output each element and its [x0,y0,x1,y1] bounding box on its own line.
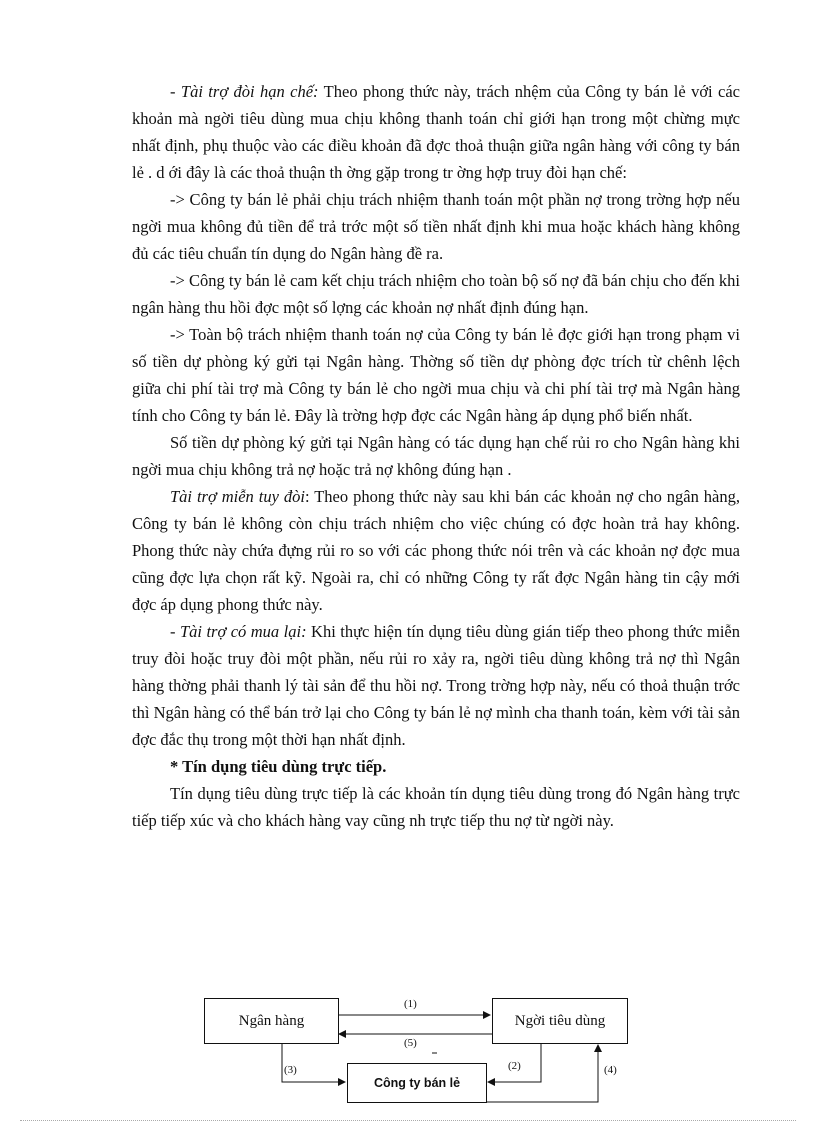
paragraph-text: Theo phong thức này, trách nhệm của Công ty bán lẻ với các khoản mà ngời tiêu dùng mua chịu không thanh toán chỉ giới hạn trong một chừng mực nhất định, phụ thuộc vào các điều khoản đã đợc thoả thuận giữa ngân hàng với công ty bán lẻ . d ới đây là các thoả thuận th ờng gặp trong tr ờng hợp truy đòi hạn chế: [132,82,741,182]
page-bottom-rule [20,1120,796,1121]
section-heading: * Tín dụng tiêu dùng trực tiếp. [170,757,387,776]
paragraph-lead: - Tài trợ có mua lại: [170,622,307,641]
label-4: (4) [604,1064,617,1076]
label-1: (1) [404,998,417,1010]
paragraph-text: Khi thực hiện tín dụng tiêu dùng gián tiếp theo phong thức miễn truy đòi hoặc truy đòi một phần, nếu rủi ro xảy ra, ngời tiêu dùng không trả nợ thì Ngân hàng thờng phải thanh lý tài sản để thu hồi nợ. Trong trờng hợp này, nếu có thoả thuận trớc thì Ngân hàng có thể bán trở lại cho Công ty bán lẻ nợ mình cha thanh toán, kèm với tài sản đợc đắc thụ trong một thời hạn nhất định. [132,622,740,749]
paragraph-text: Số tiền dự phòng ký gửi tại Ngân hàng có tác dụng hạn chế rủi ro cho Ngân hàng khi ngời mua chịu không trả nợ hoặc trả nợ không đúng hạn . [132,433,740,479]
paragraph-lead: - Tài trợ đòi hạn chế: [170,82,319,101]
paragraph-text: : Theo phong thức này sau khi bán các khoản nợ cho ngân hàng, Công ty bán lẻ không còn chịu trách nhiệm cho việc chúng có đợc hoàn trả hay không. Phong thức này chứa đựng rủi ro so với các phong thức nói trên và các khoản nợ đợc mua cũng đợc lựa chọn rất kỹ. Ngoài ra, chỉ có những Công ty rất đợc Ngân hàng tin cậy mới đợc áp dụng phong thức này. [132,487,741,614]
retailer-box: Công ty bán lẻ [347,1063,487,1103]
arrow-4 [486,1045,598,1102]
label-3: (3) [284,1064,297,1076]
arrow-3 [282,1043,345,1082]
paragraph-text: -> Công ty bán lẻ phải chịu trách nhiệm thanh toán một phần nợ trong trờng hợp nếu ngời mua không đủ tiền để trả trớc một số tiền nhất định khi mua hoặc khách hàng không đủ các tiêu chuẩn tín dụng do Ngân hàng đề ra. [132,190,740,263]
label-5: (5) [404,1037,417,1049]
paragraph-direct-credit: Tín dụng tiêu dùng trực tiếp là các khoản tín dụng tiêu dùng trong đó Ngân hàng trực tiếp tiếp xúc và cho khách hàng vay cũng nh trực tiếp thu nợ từ ngời này. [132,784,740,830]
label-2: (2) [508,1060,521,1072]
paragraph-text: -> Toàn bộ trách nhiệm thanh toán nợ của Công ty bán lẻ đợc giới hạn trong phạm vi số tiền dự phòng ký gửi tại Ngân hàng. Thờng số tiền dự phòng đợc trích từ chênh lệch giữa chi phí tài trợ mà Công ty bán lẻ cho ngời mua chịu và chi phí tài trợ mà Ngân hàng tính cho Công ty bán lẻ. Đây là trờng hợp đợc các Ngân hàng áp dụng phổ biến nhất. [132,325,740,425]
consumer-box: Ngời tiêu dùng [492,998,628,1044]
paragraph-text: -> Công ty bán lẻ cam kết chịu trách nhiệm cho toàn bộ số nợ đã bán chịu cho đến khi ngân hàng thu hồi đợc một số lợng các khoản nợ nhất định đúng hạn. [132,271,740,317]
bank-box: Ngân hàng [204,998,339,1044]
paragraph-lead: Tài trợ miễn tuy đòi [170,487,305,506]
